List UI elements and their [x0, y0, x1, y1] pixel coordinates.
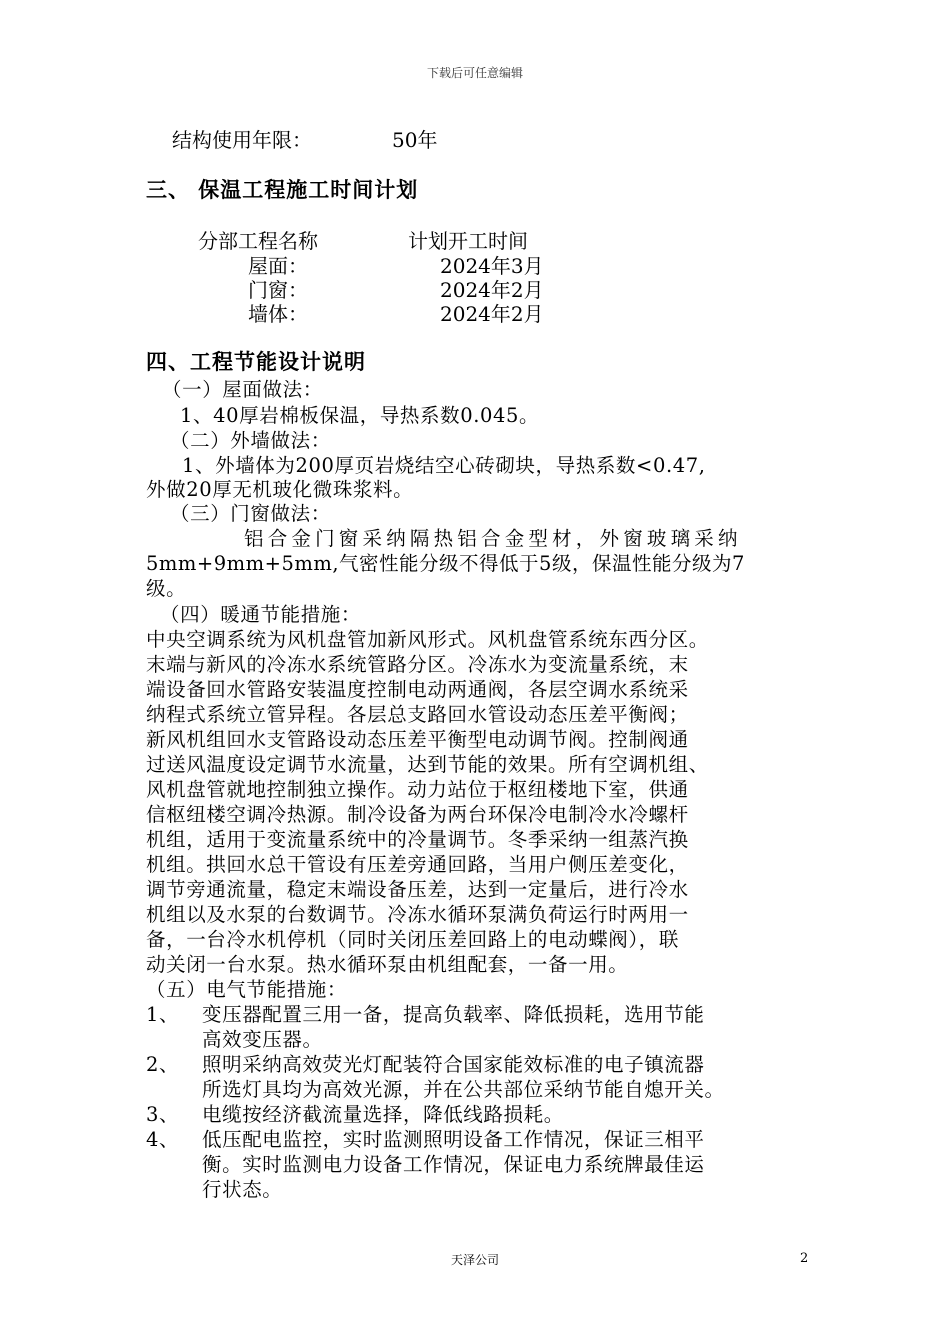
- hvac-line: 动关闭一台水泵。热水循环泵由机组配套，一备一用。: [146, 953, 629, 976]
- elec-item-number: 4、: [146, 1128, 180, 1151]
- window-line2: 5mm+9mm+5mm,气密性能分级不得低于5级，保温性能分级为7: [146, 552, 745, 575]
- hvac-line: 机组以及水泵的台数调节。冷冻水循环泵满负荷运行时两用一: [146, 903, 689, 926]
- schedule-row-name: 门窗：: [248, 278, 308, 302]
- elec-item-number: 1、: [146, 1003, 180, 1026]
- hvac-line: 中央空调系统为风机盘管加新风形式。风机盘管系统东西分区。: [146, 628, 709, 651]
- window-title: （三）门窗做法：: [170, 502, 331, 525]
- elec-item-line: 变压器配置三用一备，提高负载率、降低损耗，选用节能: [202, 1003, 705, 1026]
- roof-title: （一）屋面做法：: [162, 378, 323, 401]
- elec-item-line: 电缆按经济截流量选择，降低线路损耗。: [202, 1103, 564, 1126]
- roof-item: 1、40厚岩棉板保温，导热系数0.045。: [180, 404, 540, 427]
- section3-title: 三、 保温工程施工时间计划: [146, 177, 419, 202]
- elec-item-line: 高效变压器。: [202, 1028, 323, 1051]
- elec-item-line: 低压配电监控，实时监测照明设备工作情况，保证三相平: [202, 1128, 705, 1151]
- structure-life-value: 50年: [392, 128, 438, 152]
- page-number: 2: [800, 1251, 809, 1266]
- hvac-line: 新风机组回水支管路设动态压差平衡型电动调节阀。控制阀通: [146, 728, 689, 751]
- hvac-title: （四）暖通节能措施：: [160, 603, 362, 626]
- hvac-line: 末端与新风的冷冻水系统管路分区。冷冻水为变流量系统，末: [146, 653, 689, 676]
- col-name-header: 分部工程名称: [198, 229, 318, 253]
- wall-title: （二）外墙做法：: [170, 429, 331, 452]
- hvac-line: 信枢纽楼空调冷热源。制冷设备为两台环保冷电制冷水冷螺杆: [146, 803, 689, 826]
- schedule-row-name: 墙体：: [248, 302, 308, 326]
- wall-item-line1: 1、外墙体为200厚页岩烧结空心砖砌块，导热系数<0.47,: [182, 454, 706, 477]
- wall-item-line2: 外做20厚无机玻化微珠浆料。: [146, 478, 414, 501]
- window-line1: 铝合金门窗采纳隔热铝合金型材，外窗玻璃采纳: [244, 527, 742, 550]
- hvac-line: 端设备回水管路安装温度控制电动两通阀，各层空调水系统采: [146, 678, 689, 701]
- schedule-row-time: 2024年2月: [440, 278, 544, 302]
- hvac-line: 纳程式系统立管异程。各层总支路回水管设动态压差平衡阀；: [146, 703, 689, 726]
- hvac-line: 备，一台冷水机停机（同时关闭压差回路上的电动蝶阀），联: [146, 928, 679, 951]
- hvac-line: 调节旁通流量，稳定末端设备压差，达到一定量后，进行冷水: [146, 878, 689, 901]
- hvac-line: 风机盘管就地控制独立操作。动力站位于枢纽楼地下室，供通: [146, 778, 689, 801]
- window-line3: 级。: [146, 577, 187, 600]
- hvac-line: 机组，适用于变流量系统中的冷量调节。冬季采纳一组蒸汽换: [146, 828, 689, 851]
- hvac-line: 机组。拱回水总干管设有压差旁通回路，当用户侧压差变化，: [146, 853, 689, 876]
- elec-title: （五）电气节能措施：: [146, 978, 348, 1001]
- footer-company: 天泽公司: [450, 1253, 499, 1267]
- schedule-row-time: 2024年3月: [440, 254, 544, 278]
- section4-title: 四、工程节能设计说明: [146, 349, 366, 374]
- page-header: 下载后可任意编辑: [426, 66, 523, 80]
- elec-item-line: 照明采纳高效荧光灯配装符合国家能效标准的电子镇流器: [202, 1053, 705, 1076]
- elec-item-number: 2、: [146, 1053, 180, 1076]
- elec-item-line: 行状态。: [202, 1178, 283, 1201]
- schedule-row-name: 屋面：: [248, 254, 308, 278]
- hvac-line: 过送风温度设定调节水流量，达到节能的效果。所有空调机组、: [146, 753, 709, 776]
- elec-item-line: 衡。实时监测电力设备工作情况，保证电力系统牌最佳运: [202, 1153, 705, 1176]
- schedule-row-time: 2024年2月: [440, 302, 544, 326]
- structure-life-label: 结构使用年限：: [172, 128, 312, 152]
- elec-item-line: 所选灯具均为高效光源，并在公共部位采纳节能自熄开关。: [202, 1078, 725, 1101]
- elec-item-number: 3、: [146, 1103, 180, 1126]
- col-time-header: 计划开工时间: [408, 229, 528, 253]
